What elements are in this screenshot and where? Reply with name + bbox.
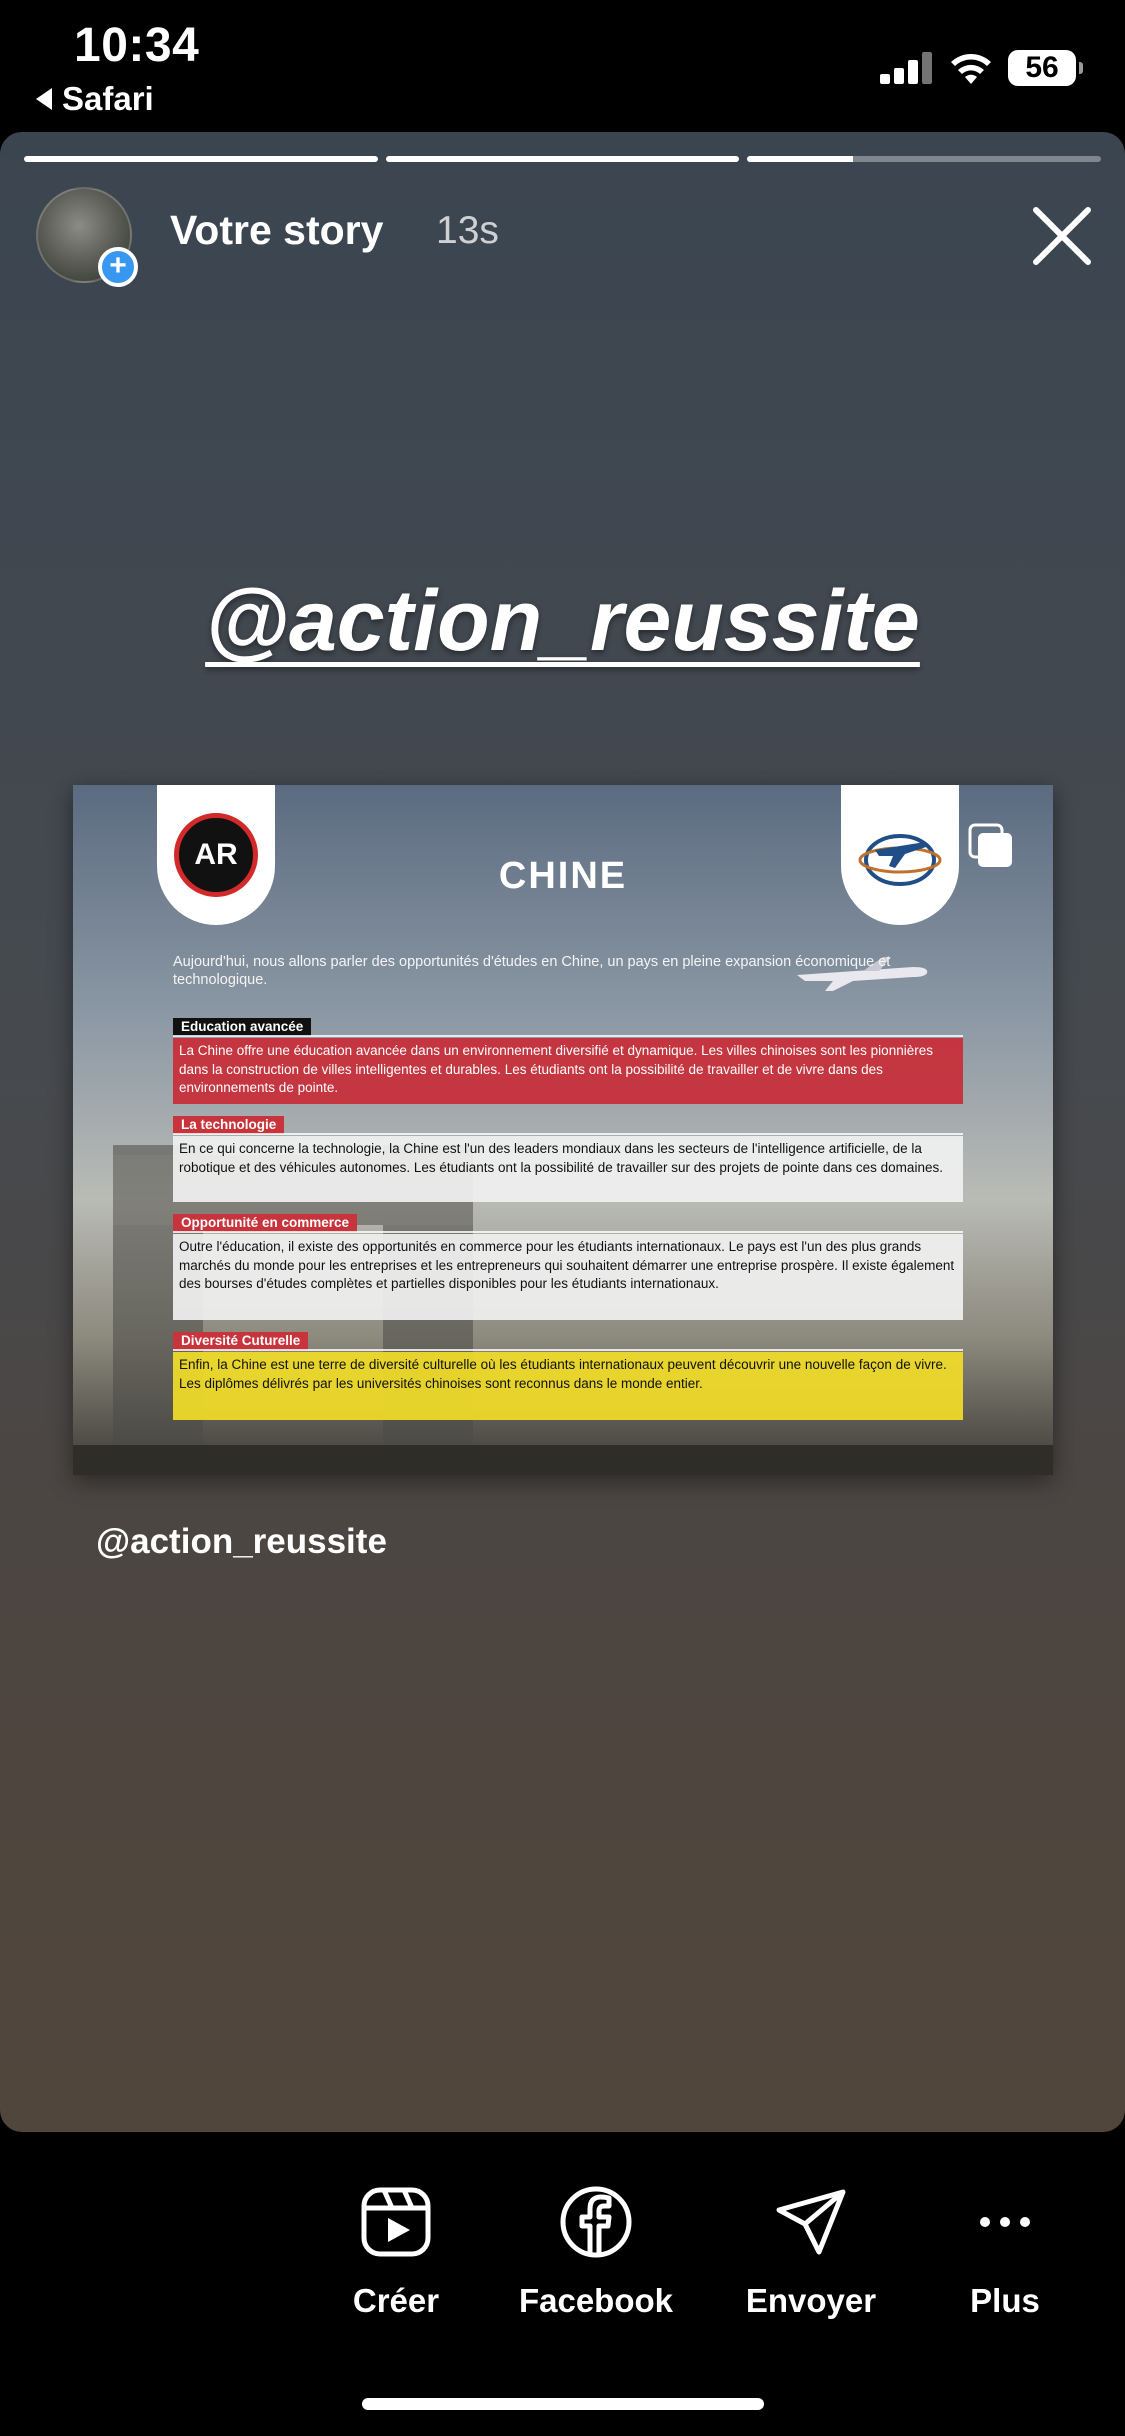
back-app-label: Safari <box>62 80 154 117</box>
facebook-label: Facebook <box>518 2282 674 2319</box>
section-text-culture: Enfin, la Chine est une terre de diversité culturelle où les étudiants internationaux peuvent découvrir une nouvelle façon de vivre. Les diplômes délivrés par les universités chinoises sont reconnus dans le monde entier. <box>173 1352 963 1420</box>
create-button[interactable] <box>296 2184 496 2320</box>
section-label-technology: La technologie <box>173 1116 284 1134</box>
battery-indicator: 56 <box>1008 50 1076 86</box>
close-icon[interactable] <box>1030 204 1094 268</box>
divider <box>173 1231 963 1233</box>
divider <box>173 1035 963 1037</box>
mention-sticker[interactable]: @action_reussite <box>205 573 920 669</box>
story-username[interactable]: Votre story <box>170 207 384 253</box>
story-viewer[interactable] <box>0 132 1125 2132</box>
facebook-icon <box>558 2184 634 2260</box>
shared-post[interactable] <box>73 785 1053 1475</box>
city-skyline-image <box>73 1445 1053 1475</box>
post-intro: Aujourd'hui, nous allons parler des opportunités d'études en Chine, un pays en pleine expansion économique et technologique. <box>173 954 891 988</box>
story-timestamp: 13s <box>436 209 499 252</box>
section-label-culture: Diversité Cuturelle <box>173 1332 308 1350</box>
progress-segment <box>24 156 378 162</box>
more-button[interactable] <box>905 2184 1105 2320</box>
back-to-safari-button[interactable] <box>36 80 154 118</box>
home-indicator[interactable] <box>362 2398 764 2410</box>
send-button[interactable] <box>711 2184 911 2320</box>
ellipsis-icon <box>967 2184 1043 2260</box>
section-text-technology: En ce qui concerne la technologie, la Chine est l'un des leaders mondiaux dans les secteurs de l'intelligence artificielle, de la robotique et des véhicules autonomes. Les étudiants ont la possibilité de travailler sur des projets de pointe dans ces domaines. <box>173 1136 963 1202</box>
section-label-commerce: Opportunité en commerce <box>173 1214 357 1232</box>
status-bar <box>0 0 1125 130</box>
more-label: Plus <box>970 2282 1040 2319</box>
post-author-mention[interactable]: @action_reussite <box>96 1522 387 1561</box>
wifi-icon <box>948 48 994 86</box>
create-label: Créer <box>352 2282 440 2319</box>
section-label-education: Education avancée <box>173 1018 311 1036</box>
paper-plane-icon <box>773 2184 849 2260</box>
section-text-education: La Chine offre une éducation avancée dans un environnement diversifié et dynamique. Les villes chinoises sont les pionnières dans la construction de villes intelligentes et durables. Les étudiants ont la possibilité de travailler et de vivre dans des environnements de pointe. <box>173 1038 963 1104</box>
section-text-commerce: Outre l'éducation, il existe des opportunités en commerce pour les étudiants internationaux. Le pays est l'un des plus grands marchés du monde pour les entreprises et les entrepreneurs qui souhaitent démarrer une entreprise prospère. Il existe également des bourses d'études complètes et partielles disponibles pour les étudiants internationaux. <box>173 1234 963 1320</box>
back-arrow-icon <box>36 88 52 110</box>
send-label: Envoyer <box>745 2282 877 2319</box>
cellular-signal-icon <box>880 50 932 84</box>
progress-segment <box>386 156 740 162</box>
story-action-bar <box>0 2132 1125 2436</box>
divider <box>173 1133 963 1135</box>
facebook-button[interactable] <box>496 2184 696 2320</box>
reels-icon <box>358 2184 434 2260</box>
divider <box>173 1349 963 1351</box>
post-title: CHINE <box>498 855 628 897</box>
story-progress-bar <box>24 156 1101 162</box>
action-reussite-logo: AR <box>157 785 275 925</box>
clock: 10:34 <box>74 19 200 72</box>
progress-segment <box>747 156 1101 162</box>
add-story-plus-icon[interactable]: + <box>98 247 138 287</box>
